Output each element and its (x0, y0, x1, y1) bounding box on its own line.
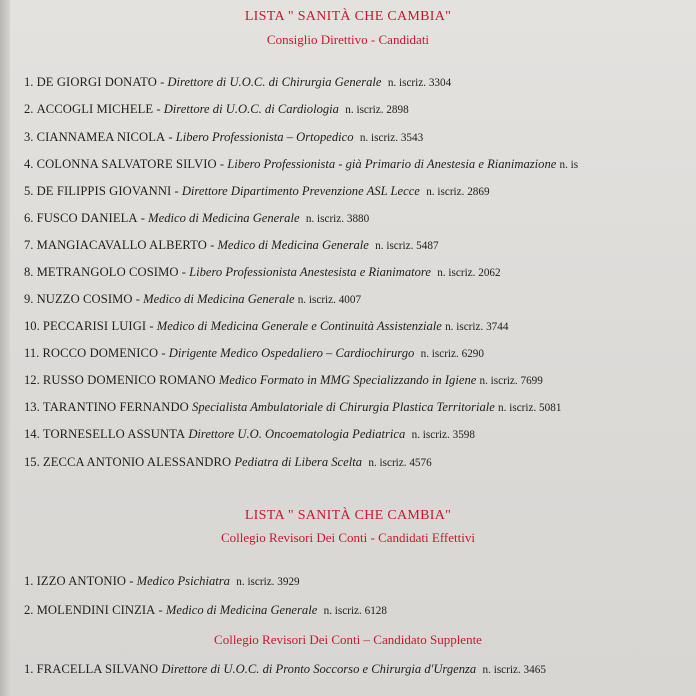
item-number: 4. (24, 157, 34, 171)
candidate-name: TORNESELLO ASSUNTA (42, 427, 186, 441)
candidate-role: Medico di Medicina Generale (148, 211, 300, 225)
candidate-role: Medico Formato in MMG Specializzando in Igiene (218, 373, 477, 387)
registration-number: n. iscriz. 4576 (368, 457, 432, 469)
list-item (24, 156, 578, 173)
list-item (24, 454, 432, 471)
separator: - (153, 102, 164, 116)
candidate-role: Dirigente Medico Ospedaliero – Cardiochirurgo (168, 346, 415, 360)
item-number: 6. (24, 211, 34, 225)
item-number: 5. (24, 184, 34, 198)
section2-subtitle: Collegio Revisori Dei Conti - Candidati Effettivi (221, 530, 475, 545)
list-item (24, 129, 423, 146)
candidate-role: Medico di Medicina Generale (165, 603, 318, 617)
item-number: 1. (24, 574, 34, 588)
candidate-name: FRACELLA SILVANO (36, 662, 159, 676)
item-number: 15. (24, 455, 40, 469)
list-item (24, 602, 387, 619)
item-number: 14. (24, 427, 40, 441)
registration-number: n. iscriz. 3929 (236, 576, 300, 588)
list-item (24, 372, 543, 389)
list-item (24, 210, 369, 227)
registration-number: n. iscriz. 5487 (375, 240, 439, 252)
candidate-role: Direttore di U.O.C. di Chirurgia Generale (167, 75, 382, 89)
candidate-name: METRANGOLO COSIMO (36, 265, 179, 279)
candidate-name: COLONNA SALVATORE SILVIO (36, 157, 217, 171)
separator: - (155, 603, 166, 617)
candidate-name: TARANTINO FERNANDO (42, 400, 189, 414)
section1-subtitle: Consiglio Direttivo - Candidati (266, 32, 430, 47)
candidate-name: DE FILIPPIS GIOVANNI (36, 184, 172, 198)
item-number: 9. (24, 292, 34, 306)
registration-number: n. is (559, 159, 579, 171)
candidate-name: DE GIORGI DONATO (36, 75, 157, 89)
candidate-role: Libero Professionista - già Primario di Anestesia e Rianimazione (227, 157, 557, 171)
list-item (24, 345, 484, 362)
candidate-role: Medico Psichiatra (136, 574, 230, 588)
separator: - (165, 130, 176, 144)
registration-number: n. iscriz. 4007 (297, 294, 362, 306)
candidate-role: Direttore di U.O.C. di Pronto Soccorso e Chirurgia d'Urgenza (161, 662, 477, 676)
registration-number: n. iscriz. 3744 (445, 321, 509, 333)
list-item (24, 291, 361, 308)
candidate-name: PECCARISI LUIGI (42, 319, 147, 333)
candidate-name: FUSCO DANIELA (36, 211, 138, 225)
registration-number: n. iscriz. 3880 (305, 213, 370, 225)
list-item (24, 399, 561, 416)
list-item (24, 74, 451, 91)
list-item (24, 237, 439, 254)
registration-number: n. iscriz. 6290 (420, 348, 484, 360)
candidate-name: CIANNAMEA NICOLA (36, 130, 166, 144)
list-item (24, 426, 475, 443)
registration-number: n. iscriz. 2898 (345, 104, 409, 116)
item-number: 1. (24, 662, 34, 676)
candidate-name: ROCCO DOMENICO (42, 346, 159, 360)
registration-number: n. iscriz. 6128 (323, 605, 387, 617)
item-number: 2. (24, 603, 34, 617)
section2-title: LISTA " SANITÀ CHE CAMBIA" (244, 508, 452, 523)
separator: - (126, 574, 137, 588)
list-item (24, 183, 490, 200)
separator: - (206, 238, 218, 252)
candidate-role: Medico di Medicina Generale (217, 238, 369, 252)
registration-number: n. iscriz. 7699 (479, 375, 543, 387)
list-item (24, 318, 508, 335)
separator: - (158, 346, 169, 360)
registration-number: n. iscriz. 3598 (411, 429, 475, 441)
separator: - (156, 75, 168, 89)
candidate-name: ACCOGLI MICHELE (36, 102, 154, 116)
candidate-role: Medico di Medicina Generale (143, 292, 295, 306)
list-item (24, 573, 300, 590)
page-edge-shadow (0, 0, 10, 696)
candidate-role: Specialista Ambulatoriale di Chirurgia Plastica Territoriale (192, 400, 495, 414)
registration-number: n. iscriz. 2062 (437, 267, 501, 279)
candidate-role: Medico di Medicina Generale e Continuità Assistenziale (156, 319, 442, 333)
item-number: 1. (24, 75, 34, 89)
registration-number: n. iscriz. 2869 (426, 186, 490, 198)
candidate-name: ZECCA ANTONIO ALESSANDRO (42, 455, 232, 469)
registration-number: n. iscriz. 3304 (387, 77, 452, 89)
item-number: 10. (24, 319, 40, 333)
item-number: 2. (24, 102, 34, 116)
candidate-name: MOLENDINI CINZIA (36, 603, 156, 617)
separator: - (171, 184, 182, 198)
list-item (24, 101, 409, 118)
separator: - (216, 157, 228, 171)
candidate-name: RUSSO DOMENICO ROMANO (42, 373, 216, 387)
separator: - (178, 265, 190, 279)
list-item (24, 661, 546, 678)
separator: - (137, 211, 149, 225)
item-number: 13. (24, 400, 40, 414)
item-number: 3. (24, 130, 34, 144)
candidate-role: Pediatra di Libera Scelta (234, 455, 363, 469)
item-number: 8. (24, 265, 34, 279)
section3-subtitle: Collegio Revisori Dei Conti – Candidato Supplente (214, 632, 482, 647)
registration-number: n. iscriz. 5081 (498, 402, 562, 414)
candidate-name: MANGIACAVALLO ALBERTO (36, 238, 207, 252)
candidate-role: Direttore Dipartimento Prevenzione ASL Lecce (181, 184, 420, 198)
candidate-role: Libero Professionista Anestesista e Rianimatore (189, 265, 431, 279)
candidate-role: Direttore di U.O.C. di Cardiologia (163, 102, 339, 116)
list-item (24, 264, 501, 281)
separator: - (132, 292, 144, 306)
item-number: 12. (24, 373, 40, 387)
registration-number: n. iscriz. 3465 (482, 664, 546, 676)
candidate-role: Libero Professionista – Ortopedico (175, 130, 354, 144)
section1-title: LISTA " SANITÀ CHE CAMBIA" (244, 9, 452, 24)
item-number: 11. (24, 346, 40, 360)
candidate-name: NUZZO COSIMO (36, 292, 133, 306)
candidate-role: Direttore U.O. Oncoematologia Pediatrica (188, 427, 406, 441)
candidate-name: IZZO ANTONIO (36, 574, 127, 588)
item-number: 7. (24, 238, 34, 252)
registration-number: n. iscriz. 3543 (359, 132, 424, 144)
separator: - (146, 319, 157, 333)
